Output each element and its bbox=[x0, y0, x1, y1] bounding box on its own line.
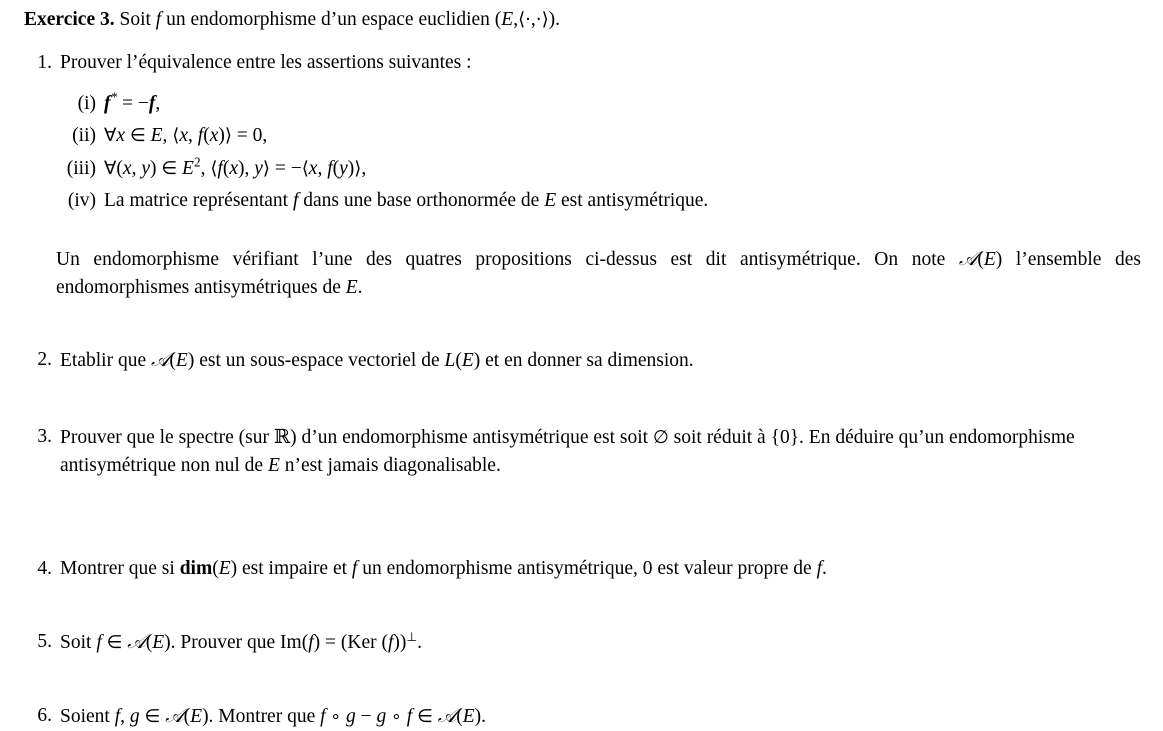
item-6-text: Soient f, g ∈ 𝒜(E). Montrer que f ∘ g − g ∘ f ∈ 𝒜(E). bbox=[60, 703, 487, 727]
item-2-text: Etablir que 𝒜(E) est un sous-espace vectoriel de L(E) et en donner sa dimension. bbox=[60, 348, 694, 372]
assertion-iv-number: (iv) bbox=[67, 189, 96, 211]
exercise-heading bbox=[24, 6, 1139, 34]
item-1-number: 1. bbox=[37, 52, 52, 73]
assertion-ii-text: ∀x ∈ E, ⟨x, f(x)⟩ = 0, bbox=[104, 125, 268, 147]
assertion-iii bbox=[56, 155, 1116, 183]
list-item-6 bbox=[24, 702, 1163, 731]
list-item-1 bbox=[24, 49, 1163, 77]
assertions-list bbox=[56, 90, 1116, 219]
remark-text: Un endomorphisme vérifiant l’une des quatres propositions ci-dessus est dit antisymétrique. On note 𝒜(E) l’ensemble des endomorphismes antisymétriques de E. bbox=[56, 247, 1141, 299]
item-5-text: Soit f ∈ 𝒜(E). Prouver que Im(f) = (Ker (f))⊥. bbox=[60, 629, 423, 654]
item-3-text: Prouver que le spectre (sur ℝ) d’un endomorphisme antisymétrique est soit ∅ soit réduit à {0}. En déduire qu’un endomorphisme antisymétrique non nul de E n’est jamais diagonalisable. bbox=[60, 424, 1075, 476]
assertion-iii-number: (iii) bbox=[66, 157, 96, 179]
list-item-4 bbox=[24, 555, 1163, 583]
assertion-iv bbox=[56, 187, 1116, 215]
item-3-number: 3. bbox=[37, 425, 52, 447]
item-4-text: Montrer que si dim(E) est impaire et f un endomorphisme antisymétrique, 0 est valeur propre de f. bbox=[60, 558, 827, 580]
assertion-iv-text: La matrice représentant f dans une base orthonormée de E est antisymétrique. bbox=[104, 189, 709, 211]
assertion-i-text: f* = −f, bbox=[104, 89, 161, 114]
remark-paragraph bbox=[56, 245, 1141, 303]
item-2-number: 2. bbox=[37, 349, 52, 371]
exercise-intro: Soit f un endomorphisme d’un espace euclidien (E,⟨·,·⟩). bbox=[119, 9, 561, 30]
assertion-iii-text: ∀(x, y) ∈ $E^2$, ⟨f(x), y⟩ = −⟨x, f(y)⟩, bbox=[104, 154, 367, 179]
item-5-number: 5. bbox=[37, 631, 52, 653]
assertion-ii-number: (ii) bbox=[72, 125, 96, 147]
list-item-2 bbox=[24, 346, 1163, 375]
item-1-text: Prouver l’équivalence entre les assertions suivantes : bbox=[60, 52, 472, 73]
list-item-3 bbox=[24, 423, 1163, 481]
assertion-i bbox=[56, 90, 1116, 118]
list-item-5 bbox=[24, 628, 1163, 657]
exercise-label: Exercice 3. bbox=[24, 9, 115, 30]
assertion-ii bbox=[56, 122, 1116, 150]
assertion-i-number: (i) bbox=[77, 93, 96, 114]
item-6-number: 6. bbox=[37, 704, 52, 726]
item-4-number: 4. bbox=[37, 558, 52, 580]
